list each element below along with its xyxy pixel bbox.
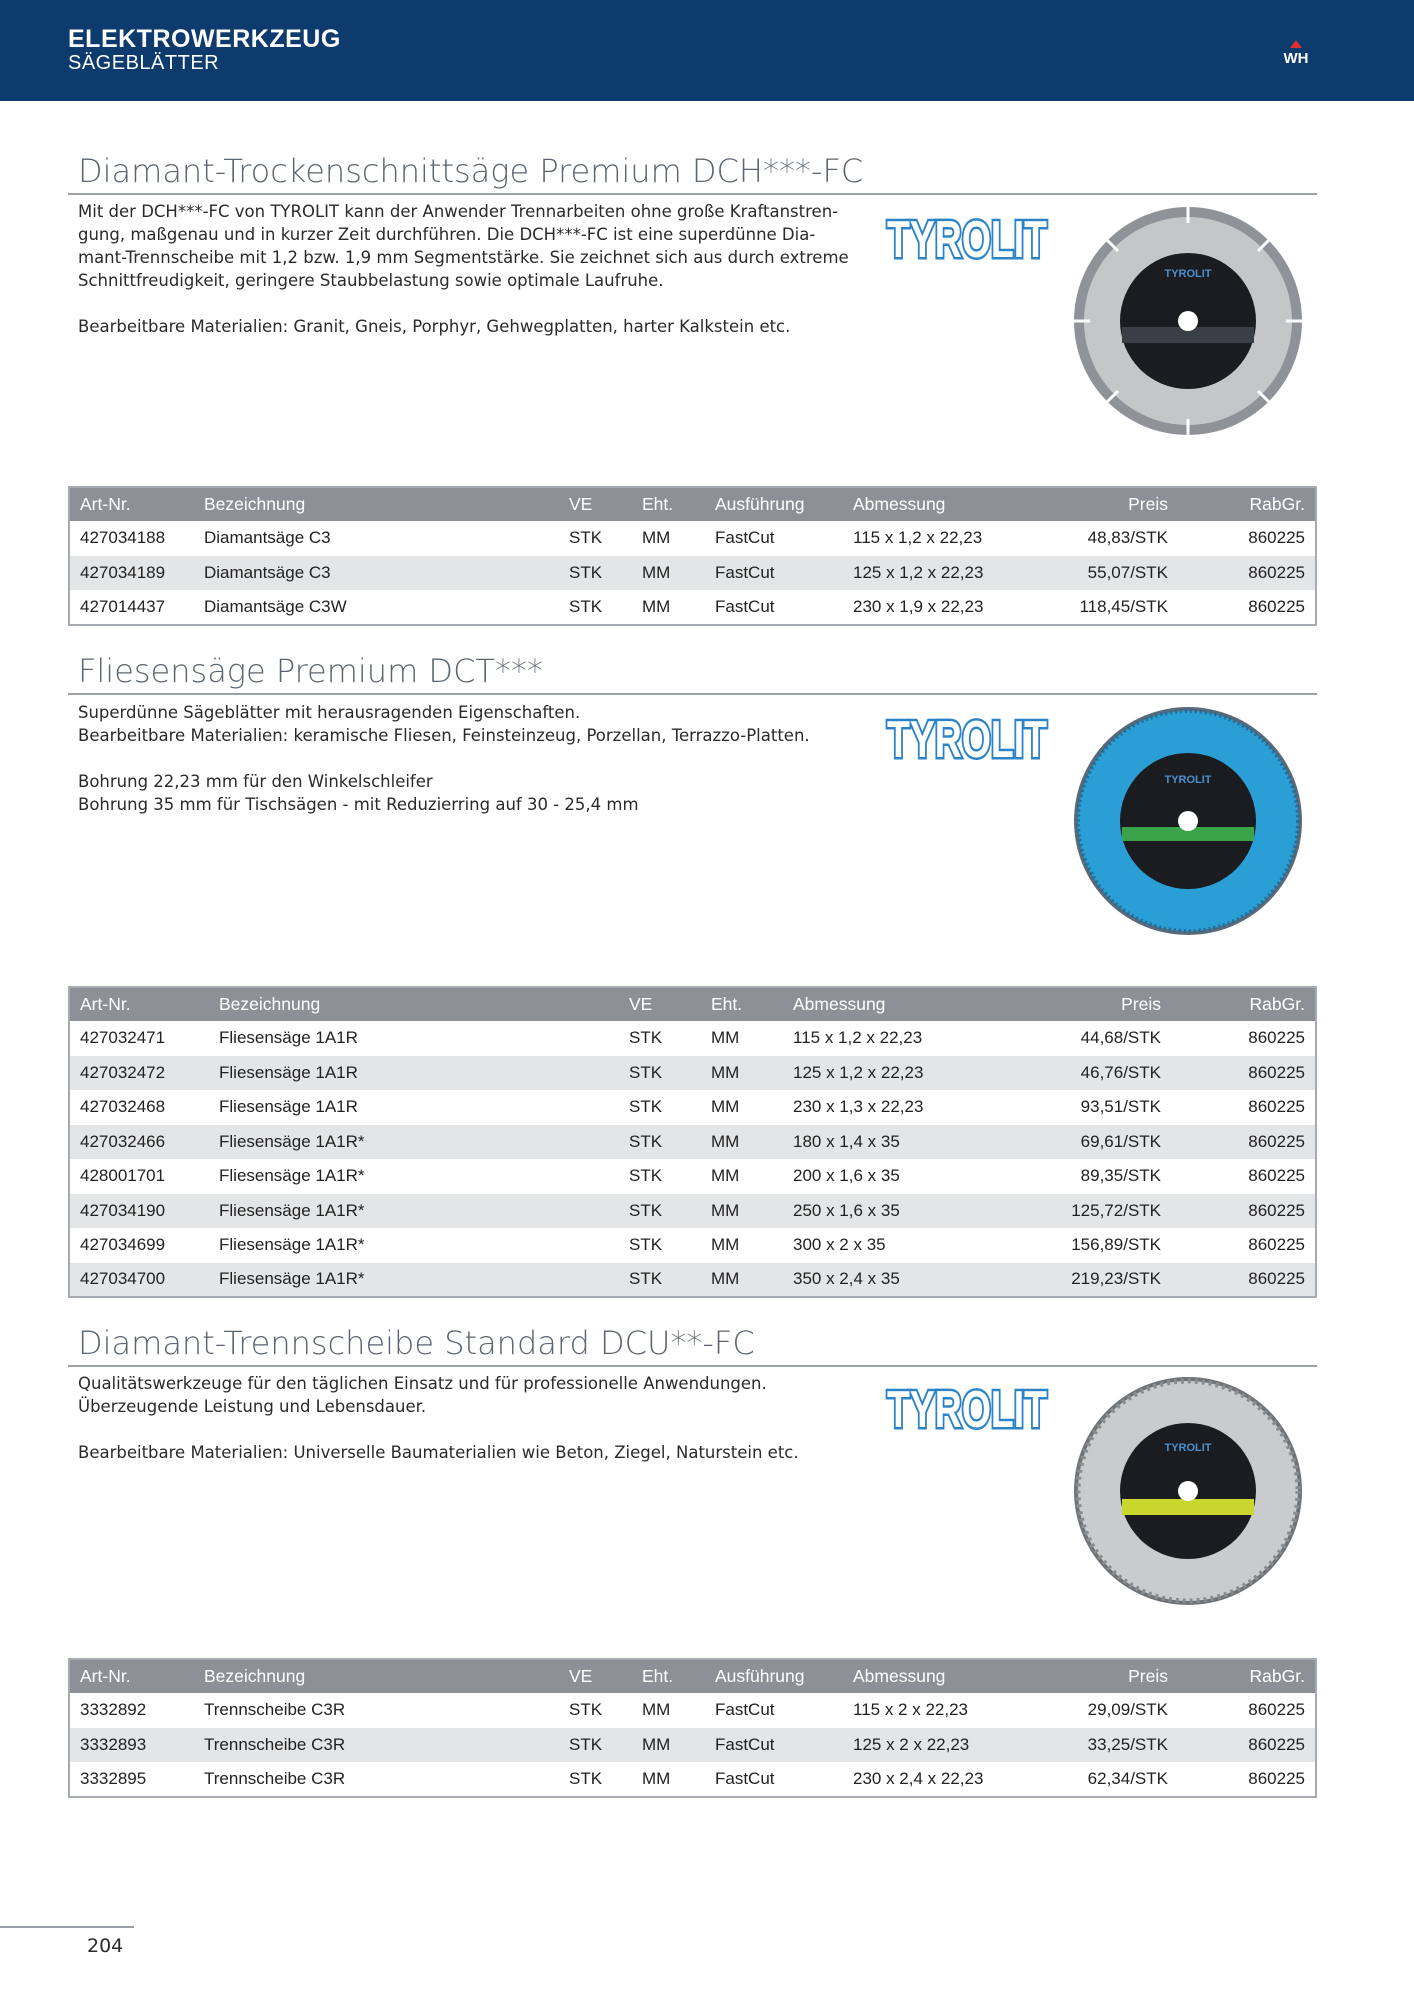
unit-cell: STK	[619, 1263, 701, 1298]
section-title: Fliesensäge Premium DCT***	[78, 652, 543, 690]
discount-group-cell: 860225	[1171, 1194, 1316, 1229]
eht-cell: MM	[701, 1228, 783, 1263]
unit-cell: STK	[619, 1021, 701, 1056]
tile-saw-disc-image	[1072, 705, 1304, 937]
price-cell: 89,35/STK	[978, 1159, 1171, 1194]
table-row	[69, 1728, 1316, 1763]
discount-group-cell: 860225	[1178, 590, 1316, 625]
price-cell: 118,45/STK	[1038, 590, 1178, 625]
price-cell: 125,72/STK	[978, 1194, 1171, 1229]
price-cell: 44,68/STK	[978, 1021, 1171, 1056]
dimension-cell: 350 x 2,4 x 35	[783, 1263, 978, 1298]
description-cell: Trennscheibe C3R	[194, 1693, 559, 1728]
eht-cell: MM	[701, 1159, 783, 1194]
unit-cell: STK	[559, 556, 632, 591]
version-cell: FastCut	[705, 521, 843, 556]
eht-cell: MM	[701, 1021, 783, 1056]
art-nr-cell: 427034699	[69, 1228, 209, 1263]
description-cell: Fliesensäge 1A1R*	[209, 1263, 619, 1298]
art-nr-cell: 427032468	[69, 1090, 209, 1125]
dimension-cell: 125 x 2 x 22,23	[843, 1728, 1038, 1763]
art-nr-cell: 427032472	[69, 1056, 209, 1091]
column-header: Ausführung	[705, 487, 843, 521]
description-paragraph: Superdünne Sägeblätter mit herausragenden Eigenschaften. Bearbeitbare Materialien: keramische Fliesen, Feinsteinzeug, Porzellan, Terrazzo-Platten.	[78, 703, 810, 745]
dimension-cell: 300 x 2 x 35	[783, 1228, 978, 1263]
disc-brand-label: TYROLIT	[1164, 268, 1212, 280]
eht-cell: MM	[632, 590, 705, 625]
art-nr-cell: 427014437	[69, 590, 194, 625]
eht-cell: MM	[632, 556, 705, 591]
column-header: Abmessung	[783, 987, 978, 1021]
section-description	[78, 200, 868, 361]
column-header: VE	[559, 487, 632, 521]
art-nr-cell: 3332892	[69, 1693, 194, 1728]
category-title: ELEKTROWERKZEUG	[68, 25, 341, 53]
tyrolit-brand-logo	[882, 205, 1052, 275]
dimension-cell: 200 x 1,6 x 35	[783, 1159, 978, 1194]
price-cell: 48,83/STK	[1038, 521, 1178, 556]
cutting-disc-image	[1072, 1375, 1304, 1607]
disc-brand-label: TYROLIT	[1164, 774, 1212, 786]
table-row	[69, 521, 1316, 556]
column-header: Eht.	[701, 987, 783, 1021]
eht-cell: MM	[701, 1125, 783, 1160]
discount-group-cell: 860225	[1171, 1159, 1316, 1194]
column-header: Eht.	[632, 1659, 705, 1693]
unit-cell: STK	[619, 1228, 701, 1263]
section-title: Diamant-Trockenschnittsäge Premium DCH***-FC	[78, 152, 864, 190]
disc-brand-label: TYROLIT	[1164, 1442, 1212, 1454]
brand-name: TYROLIT	[887, 711, 1048, 769]
footer-rule	[0, 1926, 134, 1928]
discount-group-cell: 860225	[1171, 1021, 1316, 1056]
table-row	[69, 590, 1316, 625]
price-cell: 156,89/STK	[978, 1228, 1171, 1263]
unit-cell: STK	[619, 1194, 701, 1229]
discount-group-cell: 860225	[1178, 1762, 1316, 1797]
dimension-cell: 115 x 2 x 22,23	[843, 1693, 1038, 1728]
column-header: Abmessung	[843, 1659, 1038, 1693]
discount-group-cell: 860225	[1171, 1090, 1316, 1125]
table-row	[69, 1228, 1316, 1263]
dimension-cell: 230 x 1,3 x 22,23	[783, 1090, 978, 1125]
price-cell: 69,61/STK	[978, 1125, 1171, 1160]
discount-group-cell: 860225	[1178, 1693, 1316, 1728]
table-row	[69, 1090, 1316, 1125]
brand-name: TYROLIT	[887, 1381, 1048, 1439]
price-cell: 33,25/STK	[1038, 1728, 1178, 1763]
art-nr-cell: 427034188	[69, 521, 194, 556]
unit-cell: STK	[559, 1728, 632, 1763]
dimension-cell: 115 x 1,2 x 22,23	[843, 521, 1038, 556]
unit-cell: STK	[619, 1125, 701, 1160]
eht-cell: MM	[701, 1194, 783, 1229]
description-cell: Fliesensäge 1A1R	[209, 1090, 619, 1125]
section-divider	[68, 693, 1317, 695]
logo-text: WH	[1283, 50, 1309, 66]
discount-group-cell: 860225	[1178, 556, 1316, 591]
art-nr-cell: 427034189	[69, 556, 194, 591]
wh-logo-icon	[1270, 36, 1322, 66]
dimension-cell: 125 x 1,2 x 22,23	[783, 1056, 978, 1091]
version-cell: FastCut	[705, 556, 843, 591]
version-cell: FastCut	[705, 1762, 843, 1797]
eht-cell: MM	[701, 1263, 783, 1298]
unit-cell: STK	[559, 1693, 632, 1728]
art-nr-cell: 3332893	[69, 1728, 194, 1763]
eht-cell: MM	[632, 1728, 705, 1763]
discount-group-cell: 860225	[1171, 1125, 1316, 1160]
eht-cell: MM	[701, 1090, 783, 1125]
column-header: Art-Nr.	[69, 487, 194, 521]
column-header: Preis	[1038, 1659, 1178, 1693]
brand-name: TYROLIT	[887, 211, 1048, 269]
column-header: VE	[559, 1659, 632, 1693]
column-header: RabGr.	[1178, 1659, 1316, 1693]
discount-group-cell: 860225	[1178, 1728, 1316, 1763]
price-cell: 29,09/STK	[1038, 1693, 1178, 1728]
description-paragraph: Bearbeitbare Materialien: Granit, Gneis, Porphyr, Gehwegplatten, harter Kalkstein etc.	[78, 317, 791, 336]
unit-cell: STK	[559, 1762, 632, 1797]
price-cell: 46,76/STK	[978, 1056, 1171, 1091]
description-cell: Fliesensäge 1A1R*	[209, 1228, 619, 1263]
description-cell: Fliesensäge 1A1R	[209, 1021, 619, 1056]
unit-cell: STK	[559, 521, 632, 556]
column-header: Ausführung	[705, 1659, 843, 1693]
column-header: VE	[619, 987, 701, 1021]
unit-cell: STK	[619, 1056, 701, 1091]
table-row	[69, 1021, 1316, 1056]
art-nr-cell: 3332895	[69, 1762, 194, 1797]
unit-cell: STK	[619, 1090, 701, 1125]
price-cell: 93,51/STK	[978, 1090, 1171, 1125]
section-title: Diamant-Trennscheibe Standard DCU**-FC	[78, 1324, 755, 1362]
column-header: Bezeichnung	[194, 1659, 559, 1693]
unit-cell: STK	[619, 1159, 701, 1194]
table-row	[69, 1693, 1316, 1728]
product-table	[68, 986, 1317, 1298]
art-nr-cell: 427034190	[69, 1194, 209, 1229]
dimension-cell: 180 x 1,4 x 35	[783, 1125, 978, 1160]
column-header: Art-Nr.	[69, 1659, 194, 1693]
table-row	[69, 1125, 1316, 1160]
table-header-row	[69, 1659, 1316, 1693]
version-cell: FastCut	[705, 590, 843, 625]
section-divider	[68, 193, 1317, 195]
price-cell: 55,07/STK	[1038, 556, 1178, 591]
discount-group-cell: 860225	[1171, 1228, 1316, 1263]
diamond-saw-disc-image	[1072, 205, 1304, 437]
header-bar	[0, 0, 1414, 101]
description-cell: Fliesensäge 1A1R*	[209, 1125, 619, 1160]
description-cell: Trennscheibe C3R	[194, 1728, 559, 1763]
table-header-row	[69, 987, 1316, 1021]
description-cell: Fliesensäge 1A1R	[209, 1056, 619, 1091]
column-header: RabGr.	[1171, 987, 1316, 1021]
art-nr-cell: 427034700	[69, 1263, 209, 1298]
product-table	[68, 486, 1317, 626]
eht-cell: MM	[632, 521, 705, 556]
column-header: Eht.	[632, 487, 705, 521]
brand-name: TYROLIT	[887, 211, 1048, 269]
eht-cell: MM	[632, 1762, 705, 1797]
description-cell: Diamantsäge C3	[194, 556, 559, 591]
table-header-row	[69, 487, 1316, 521]
version-cell: FastCut	[705, 1693, 843, 1728]
subcategory-title: SÄGEBLÄTTER	[68, 52, 220, 74]
art-nr-cell: 427032471	[69, 1021, 209, 1056]
column-header: Preis	[1038, 487, 1178, 521]
description-paragraph: Mit der DCH***-FC von TYROLIT kann der Anwender Trennarbeiten ohne große Kraftanstren- gung, maßgenau und in kurzer Zeit durchführen. Die DCH***-FC ist eine superdünne Dia- mant-Trennscheibe mit 1,2 bzw. 1,9 mm Segmentstärke. Sie zeichnet sich aus durch extreme Schnittfreudigkeit, geringere Staubbelastung sowie optimale Laufruhe.	[78, 202, 849, 290]
eht-cell: MM	[701, 1056, 783, 1091]
section-divider	[68, 1365, 1317, 1367]
description-paragraph: Bohrung 22,23 mm für den Winkelschleifer Bohrung 35 mm für Tischsägen - mit Reduzierring auf 30 - 25,4 mm	[78, 772, 639, 814]
column-header: Bezeichnung	[209, 987, 619, 1021]
description-cell: Diamantsäge C3	[194, 521, 559, 556]
dimension-cell: 230 x 2,4 x 22,23	[843, 1762, 1038, 1797]
table-row	[69, 1762, 1316, 1797]
unit-cell: STK	[559, 590, 632, 625]
art-nr-cell: 428001701	[69, 1159, 209, 1194]
discount-group-cell: 860225	[1178, 521, 1316, 556]
description-cell: Trennscheibe C3R	[194, 1762, 559, 1797]
dimension-cell: 125 x 1,2 x 22,23	[843, 556, 1038, 591]
section-description	[78, 701, 868, 839]
eht-cell: MM	[632, 1693, 705, 1728]
table-row	[69, 1194, 1316, 1229]
column-header: RabGr.	[1178, 487, 1316, 521]
table-row	[69, 1263, 1316, 1298]
price-cell: 62,34/STK	[1038, 1762, 1178, 1797]
art-nr-cell: 427032466	[69, 1125, 209, 1160]
column-header: Abmessung	[843, 487, 1038, 521]
page-number: 204	[87, 1935, 124, 1957]
discount-group-cell: 860225	[1171, 1056, 1316, 1091]
table-row	[69, 1056, 1316, 1091]
section-description	[78, 1372, 868, 1487]
dimension-cell: 115 x 1,2 x 22,23	[783, 1021, 978, 1056]
table-row	[69, 1159, 1316, 1194]
column-header: Preis	[978, 987, 1171, 1021]
brand-name: TYROLIT	[887, 1381, 1048, 1439]
version-cell: FastCut	[705, 1728, 843, 1763]
brand-name: TYROLIT	[887, 711, 1048, 769]
dimension-cell: 230 x 1,9 x 22,23	[843, 590, 1038, 625]
table-row	[69, 556, 1316, 591]
column-header: Bezeichnung	[194, 487, 559, 521]
product-table	[68, 1658, 1317, 1798]
description-cell: Fliesensäge 1A1R*	[209, 1194, 619, 1229]
description-paragraph: Qualitätswerkzeuge für den täglichen Einsatz und für professionelle Anwendungen. Überzeugende Leistung und Lebensdauer.	[78, 1374, 767, 1416]
description-cell: Fliesensäge 1A1R*	[209, 1159, 619, 1194]
description-cell: Diamantsäge C3W	[194, 590, 559, 625]
description-paragraph: Bearbeitbare Materialien: Universelle Baumaterialien wie Beton, Ziegel, Naturstein etc.	[78, 1443, 799, 1462]
tyrolit-brand-logo	[882, 1375, 1052, 1445]
price-cell: 219,23/STK	[978, 1263, 1171, 1298]
discount-group-cell: 860225	[1171, 1263, 1316, 1298]
dimension-cell: 250 x 1,6 x 35	[783, 1194, 978, 1229]
column-header: Art-Nr.	[69, 987, 209, 1021]
tyrolit-brand-logo	[882, 705, 1052, 775]
